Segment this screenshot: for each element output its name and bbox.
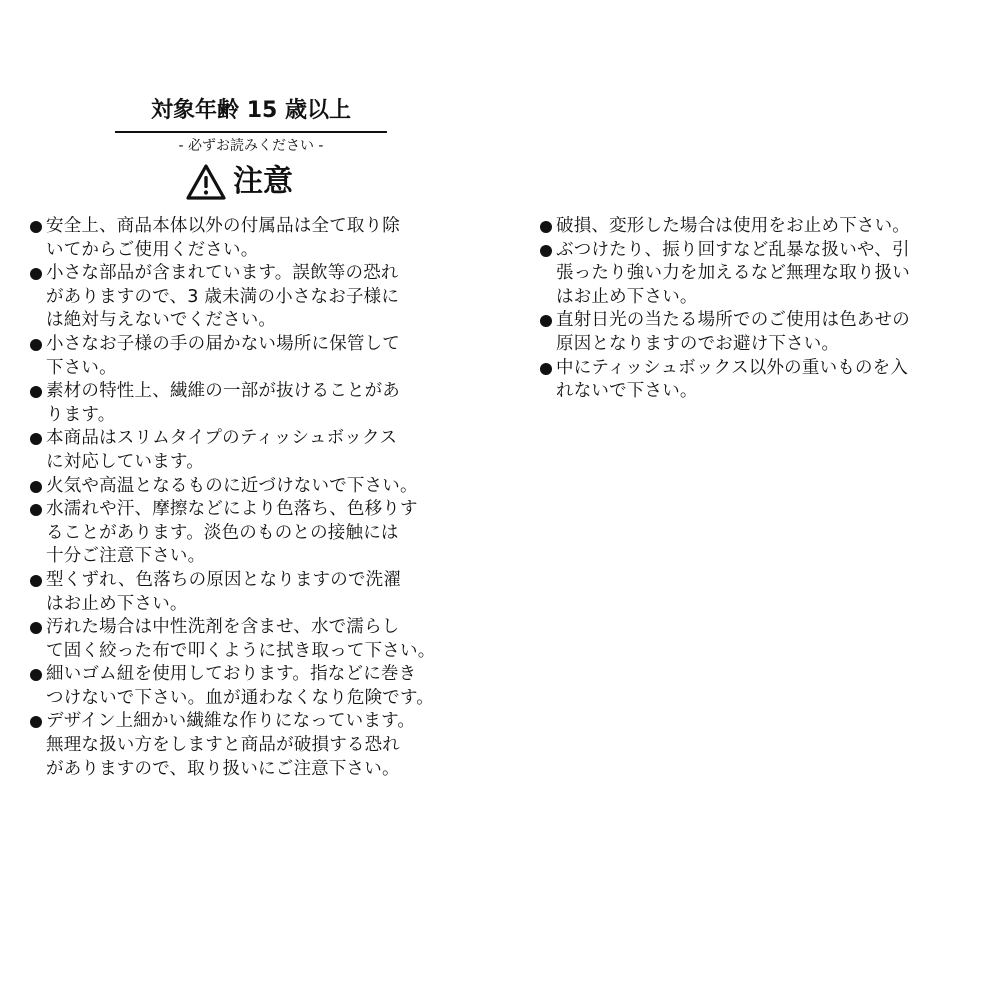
caution-list-left <box>30 215 495 781</box>
bullet-icon <box>540 315 552 327</box>
caution-item <box>30 710 495 781</box>
caution-item <box>30 663 495 710</box>
caution-item <box>30 569 495 616</box>
caution-item-text: 素材の特性上、繊維の一部が抜けることがあ ります。 <box>46 381 400 425</box>
bullet-icon <box>540 221 552 233</box>
caution-item-text: 小さな部品が含まれています。誤飲等の恐れ がありますので、3 歳未満の小さなお子様に は絶対与えないでください。 <box>46 263 400 331</box>
caution-item-text: デザイン上細かい繊維な作りになっています。 無理な扱い方をしますと商品が破損する恐れ がありますので、取り扱いにご注意下さい。 <box>46 711 416 779</box>
caution-item-text: 直射日光の当たる場所でのご使用は色あせの 原因となりますのでお避け下さい。 <box>556 310 910 354</box>
caution-item <box>30 616 495 663</box>
caution-item-text: 型くずれ、色落ちの原因となりますので洗濯 はお止め下さい。 <box>46 569 402 614</box>
bullet-icon <box>540 363 552 375</box>
caution-item <box>540 309 980 356</box>
caution-item <box>30 215 495 262</box>
caution-item-text: ぶつけたり、振り回すなど乱暴な扱いや、引 張ったり強い力を加えるなど無理な取り扱い はお止め下さい。 <box>556 239 910 307</box>
caution-item-text: 安全上、商品本体以外の付属品は全て取り除 いてからご使用ください。 <box>46 216 400 260</box>
bullet-icon <box>30 386 42 398</box>
title-underline <box>115 131 387 133</box>
bullet-icon <box>30 433 42 445</box>
caution-item <box>30 427 495 474</box>
caution-item <box>540 239 980 310</box>
bullet-icon <box>540 245 552 257</box>
caution-item <box>30 475 495 499</box>
caution-item-text: 水濡れや汗、摩擦などにより色落ち、色移りす ることがあります。淡色のものとの接触には 十分ご注意下さい。 <box>46 499 418 567</box>
caution-item-text: 火気や高温となるものに近づけないで下さい。 <box>46 475 418 496</box>
bullet-icon <box>30 481 42 493</box>
caution-item-text: 中にティッシュボックス以外の重いものを入 れないで下さい。 <box>556 357 909 402</box>
caution-item <box>30 262 495 333</box>
bullet-icon <box>30 268 42 280</box>
bullet-icon <box>30 716 42 728</box>
bullet-icon <box>30 339 42 351</box>
caution-item-text: 汚れた場合は中性洗剤を含ませ、水で濡らし て固く絞った布で叩くように拭き取って下さい。 <box>46 617 436 661</box>
caution-item <box>30 333 495 380</box>
caution-item-text: 細いゴム紐を使用しております。指などに巻き つけないで下さい。血が通わなくなり危険です。 <box>46 664 434 708</box>
caution-item-text: 小さなお子様の手の届かない場所に保管して 下さい。 <box>46 333 400 378</box>
caution-item-text: 破損、変形した場合は使用をお止め下さい。 <box>556 216 910 236</box>
caution-item <box>30 498 495 569</box>
caution-label: 注意 <box>233 164 293 199</box>
caution-list-right <box>540 215 980 404</box>
bullet-icon <box>30 669 42 681</box>
warning-triangle-icon <box>185 163 227 201</box>
caution-item <box>540 215 980 239</box>
caution-item <box>30 380 495 427</box>
read-note: - 必ずお読みください - <box>178 138 324 154</box>
age-rating-title: 対象年齢 15 歳以上 <box>151 98 351 123</box>
caution-item-text: 本商品はスリムタイプのティッシュボックス に対応しています。 <box>46 428 398 472</box>
bullet-icon <box>30 504 42 516</box>
caution-heading <box>185 162 293 202</box>
bullet-icon <box>30 622 42 634</box>
bullet-icon <box>30 221 42 233</box>
caution-item <box>540 357 980 404</box>
bullet-icon <box>30 575 42 587</box>
